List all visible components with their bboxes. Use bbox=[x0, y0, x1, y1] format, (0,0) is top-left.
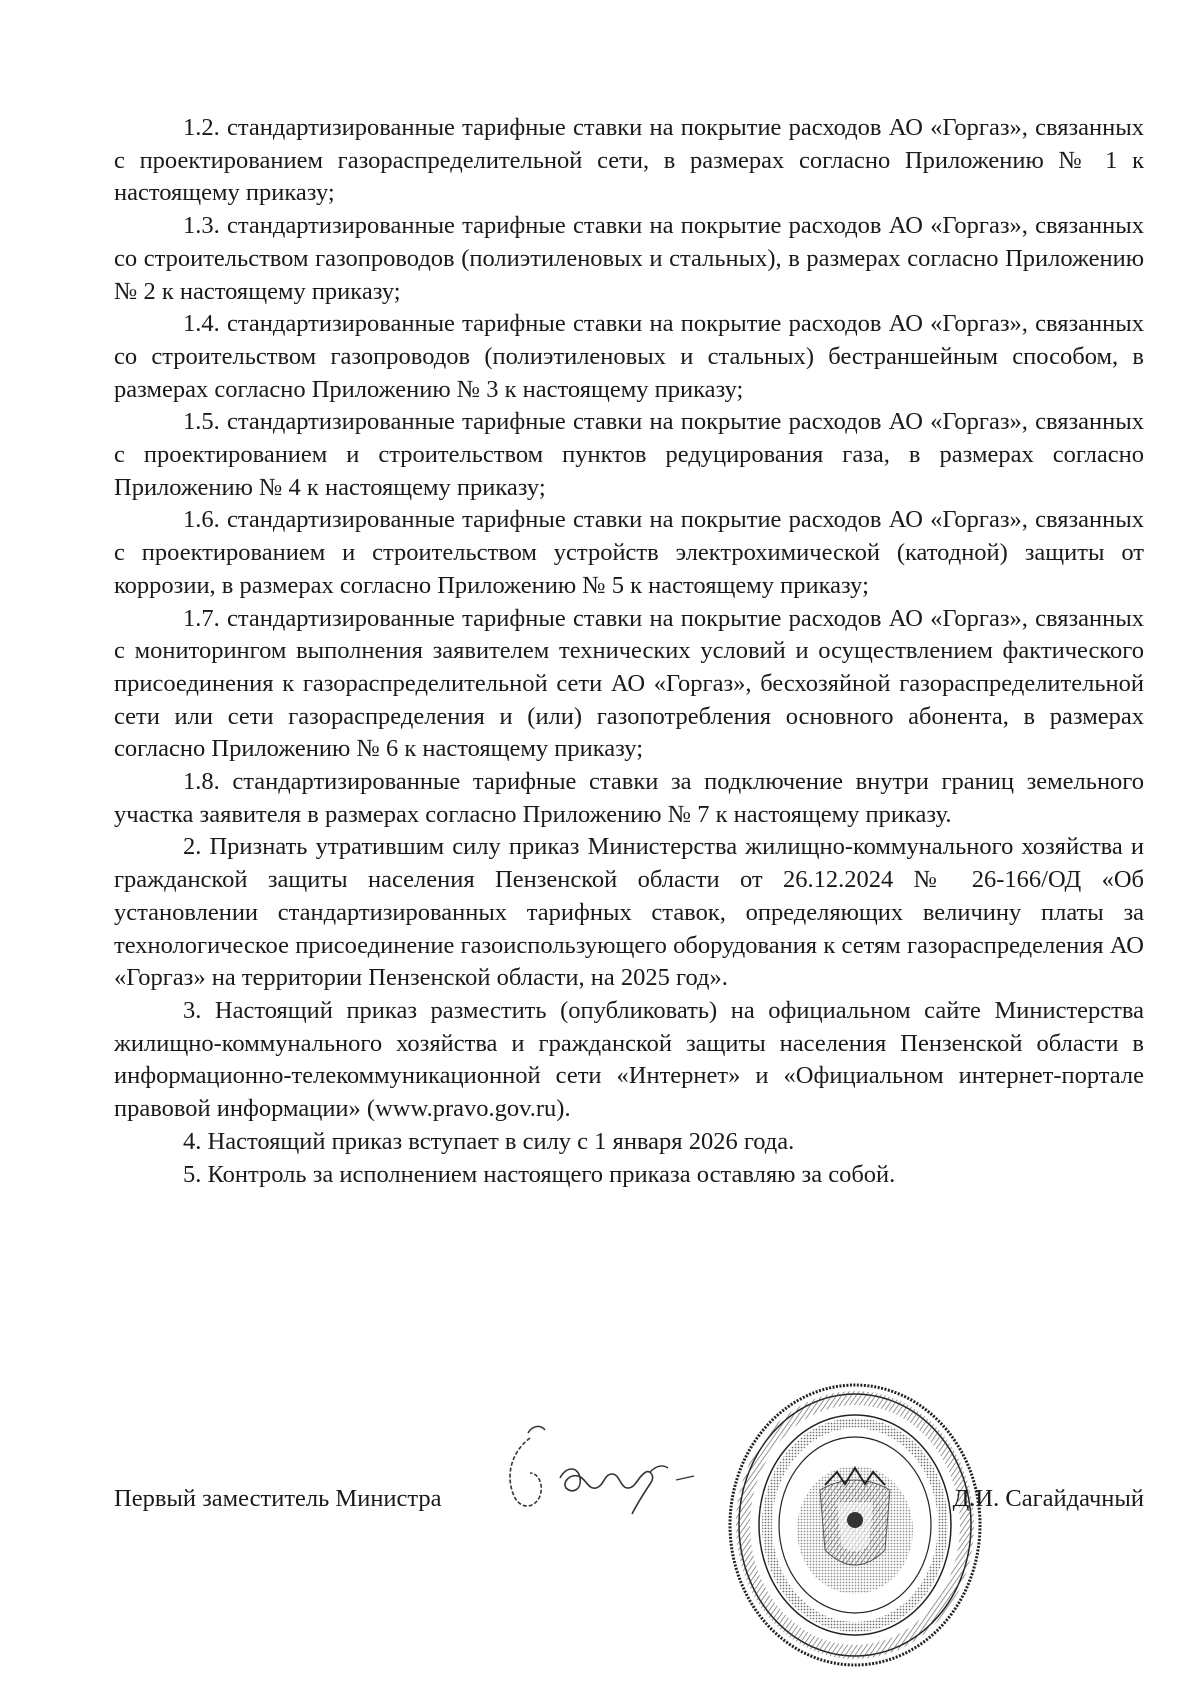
paragraph-2: 2. Признать утратившим силу приказ Министерства жилищно-коммунального хозяйства и гражданской защиты населения Пензенской области от 26.12.2024 № 26-166/ОД «Об установлении стандартизированных тарифных ставок, определяющих величину платы за технологическое присоединение газоиспользующего оборудования к сетям газораспределения АО «Горгаз» на территории Пензенской области, на 2025 год». bbox=[114, 833, 1144, 992]
paragraph-4: 4. Настоящий приказ вступает в силу с 1 января 2026 года. bbox=[183, 1127, 795, 1155]
paragraph-3: 3. Настоящий приказ разместить (опубликовать) на официальном сайте Министерства жилищно-коммунального хозяйства и гражданской защиты населения Пензенской области в информационно-телекоммуникационной сети «Интернет» и «Официальном интернет-портале правовой информации» (www.pravo.gov.ru). bbox=[114, 996, 1144, 1123]
paragraph-1-4: 1.4. стандартизированные тарифные ставки на покрытие расходов АО «Горгаз», связанных со строительством газопроводов (полиэтиленовых и стальных) бестраншейным способом, в размерах согласно Приложению № 3 к настоящему приказу; bbox=[114, 310, 1144, 403]
paragraph-1-8: 1.8. стандартизированные тарифные ставки за подключение внутри границ земельного участка заявителя в размерах согласно Приложению № 7 к настоящему приказу. bbox=[114, 768, 1144, 828]
paragraph-5: 5. Контроль за исполнением настоящего приказа оставляю за собой. bbox=[183, 1160, 896, 1188]
signature-block bbox=[114, 1483, 1144, 1523]
paragraph-1-5: 1.5. стандартизированные тарифные ставки на покрытие расходов АО «Горгаз», связанных с проектированием и строительством пунктов редуцирования газа, в размерах согласно Приложению № 4 к настоящему приказу; bbox=[114, 408, 1144, 501]
signer-position: Первый заместитель Министра bbox=[114, 1485, 442, 1512]
official-seal bbox=[725, 1380, 985, 1670]
signer-name: Д.И. Сагайдачный bbox=[952, 1485, 1144, 1512]
paragraph-1-3: 1.3. стандартизированные тарифные ставки на покрытие расходов АО «Горгаз», связанных со строительством газопроводов (полиэтиленовых и стальных), в размерах согласно Приложению № 2 к настоящему приказу; bbox=[114, 212, 1144, 305]
paragraph-1-6: 1.6. стандартизированные тарифные ставки на покрытие расходов АО «Горгаз», связанных с проектированием и строительством устройств электрохимической (катодной) защиты от коррозии, в размерах согласно Приложению № 5 к настоящему приказу; bbox=[114, 506, 1144, 599]
paragraph-1-7: 1.7. стандартизированные тарифные ставки на покрытие расходов АО «Горгаз», связанных с мониторингом выполнения заявителем технических условий и осуществлением фактического присоединения к газораспределительной сети АО «Горгаз», бесхозяйной газораспределительной сети или сети газораспределения и (или) газопотребления основного абонента, в размерах согласно Приложению № 6 к настоящему приказу; bbox=[114, 604, 1144, 763]
document-body bbox=[114, 112, 1144, 1191]
paragraph-1-2: 1.2. стандартизированные тарифные ставки на покрытие расходов АО «Горгаз», связанных с проектированием газораспределительной сети, в размерах согласно Приложению № 1 к настоящему приказу; bbox=[114, 114, 1144, 207]
